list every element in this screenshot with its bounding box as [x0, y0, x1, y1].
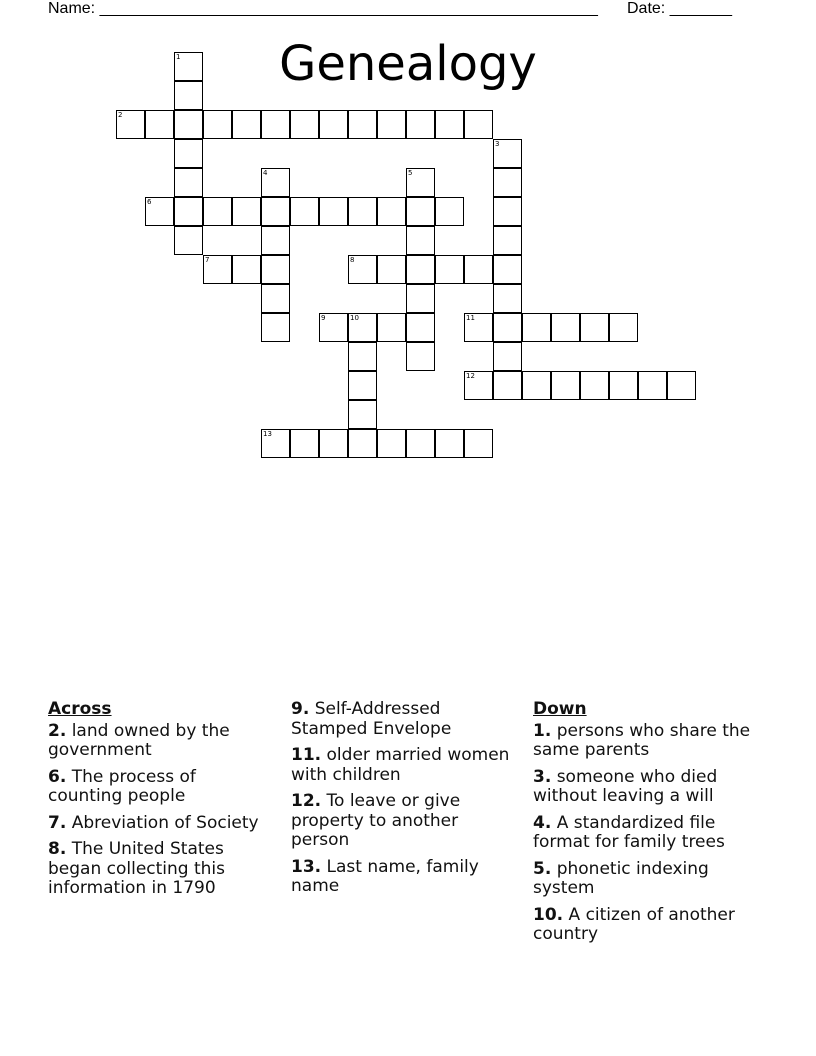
crossword-cell[interactable]	[493, 313, 522, 342]
crossword-cell[interactable]	[116, 110, 145, 139]
crossword-cell[interactable]	[145, 110, 174, 139]
across-clue	[48, 814, 273, 834]
crossword-cell[interactable]	[406, 168, 435, 197]
crossword-cell[interactable]	[232, 110, 261, 139]
crossword-cell[interactable]	[377, 255, 406, 284]
crossword-cell[interactable]	[348, 342, 377, 371]
crossword-cell[interactable]	[348, 429, 377, 458]
crossword-cell[interactable]	[319, 197, 348, 226]
crossword-cell[interactable]	[261, 168, 290, 197]
clue-text: A standardized file format for family trees	[533, 812, 725, 852]
cell-number: 5	[408, 169, 413, 177]
cell-number: 3	[495, 140, 500, 148]
crossword-cell[interactable]	[232, 197, 261, 226]
clue-number: 12.	[291, 791, 322, 811]
crossword-cell[interactable]	[261, 313, 290, 342]
crossword-cell[interactable]	[493, 342, 522, 371]
clues-column-2	[291, 700, 516, 904]
crossword-cell[interactable]	[580, 371, 609, 400]
crossword-cell[interactable]	[580, 313, 609, 342]
cell-number: 9	[321, 314, 326, 322]
across-clue	[291, 858, 516, 897]
clue-number: 13.	[291, 856, 322, 877]
across-heading: Across	[48, 699, 112, 719]
crossword-cell[interactable]	[348, 197, 377, 226]
down-clue	[533, 860, 758, 899]
clue-text: older married women with children	[291, 745, 510, 785]
crossword-cell[interactable]	[174, 81, 203, 110]
crossword-cell[interactable]	[406, 226, 435, 255]
crossword-cell[interactable]	[377, 110, 406, 139]
clue-text: someone who died without leaving a will	[533, 766, 718, 806]
crossword-cell[interactable]	[174, 139, 203, 168]
crossword-cell[interactable]	[609, 371, 638, 400]
crossword-cell[interactable]	[493, 255, 522, 284]
cell-number: 10	[350, 314, 359, 322]
clue-text: land owned by the government	[48, 720, 230, 760]
clue-text: To leave or give property to another person	[291, 791, 461, 850]
crossword-cell[interactable]	[406, 313, 435, 342]
clue-text: persons who share the same parents	[533, 720, 751, 760]
clue-number: 3.	[533, 766, 552, 787]
clue-number: 2.	[48, 720, 67, 741]
cell-number: 12	[466, 372, 475, 380]
crossword-cell[interactable]	[377, 197, 406, 226]
crossword-cell[interactable]	[174, 110, 203, 139]
crossword-cell[interactable]	[493, 197, 522, 226]
across-clue	[48, 722, 273, 761]
clue-text: phonetic indexing system	[533, 858, 709, 898]
crossword-cell[interactable]	[609, 313, 638, 342]
down-clue	[533, 768, 758, 807]
clue-number: 4.	[533, 812, 552, 833]
cell-number: 13	[263, 430, 272, 438]
crossword-cell[interactable]	[464, 110, 493, 139]
crossword-cell[interactable]	[261, 197, 290, 226]
crossword-cell[interactable]	[348, 110, 377, 139]
crossword-cell[interactable]	[174, 168, 203, 197]
crossword-cell[interactable]	[348, 371, 377, 400]
down-clue	[533, 814, 758, 853]
crossword-cell[interactable]	[667, 371, 696, 400]
clue-number: 11.	[291, 745, 322, 765]
crossword-cell[interactable]	[174, 226, 203, 255]
clue-number: 8.	[48, 839, 67, 859]
crossword-cell[interactable]	[261, 226, 290, 255]
cell-number: 4	[263, 169, 268, 177]
crossword-cell[interactable]	[493, 168, 522, 197]
crossword-cell[interactable]	[638, 371, 667, 400]
across-clue	[291, 746, 516, 785]
crossword-cell[interactable]	[464, 313, 493, 342]
clue-number: 10.	[533, 904, 564, 925]
clue-text: Last name, family name	[291, 856, 479, 896]
clue-number: 7.	[48, 812, 67, 833]
crossword-cell[interactable]	[522, 313, 551, 342]
crossword-cell[interactable]	[348, 255, 377, 284]
crossword-cell[interactable]	[435, 255, 464, 284]
crossword-cell[interactable]	[174, 52, 203, 81]
crossword-cell[interactable]	[406, 342, 435, 371]
crossword-cell[interactable]	[435, 197, 464, 226]
crossword-cell[interactable]	[406, 110, 435, 139]
across-clue	[48, 768, 273, 807]
crossword-cell[interactable]	[464, 371, 493, 400]
crossword-cell[interactable]	[493, 371, 522, 400]
crossword-cell[interactable]	[406, 255, 435, 284]
clue-text: A citizen of another country	[533, 904, 735, 944]
crossword-cell[interactable]	[348, 313, 377, 342]
clue-text: Abreviation of Society	[71, 812, 259, 833]
clue-text: The process of counting people	[48, 766, 196, 806]
crossword-cell[interactable]	[203, 197, 232, 226]
crossword-cell[interactable]	[261, 429, 290, 458]
cell-number: 7	[205, 256, 210, 264]
crossword-cell[interactable]	[261, 255, 290, 284]
across-clue	[48, 840, 273, 899]
down-clue	[533, 906, 758, 945]
clue-number: 6.	[48, 766, 67, 787]
crossword-cell[interactable]	[464, 429, 493, 458]
crossword-cell[interactable]	[435, 429, 464, 458]
clues-column-3	[533, 700, 758, 952]
crossword-cell[interactable]	[464, 255, 493, 284]
cell-number: 2	[118, 111, 123, 119]
crossword-cell[interactable]	[290, 197, 319, 226]
clue-number: 5.	[533, 858, 552, 879]
crossword-cell[interactable]	[203, 255, 232, 284]
crossword-cell[interactable]	[406, 197, 435, 226]
crossword-cell[interactable]	[435, 110, 464, 139]
crossword-cell[interactable]	[319, 110, 348, 139]
clue-text: Self-Addressed Stamped Envelope	[291, 699, 452, 739]
crossword-cell[interactable]	[203, 110, 232, 139]
crossword-cell[interactable]	[319, 429, 348, 458]
crossword-cell[interactable]	[406, 284, 435, 313]
crossword-cell[interactable]	[377, 313, 406, 342]
crossword-cell[interactable]	[261, 110, 290, 139]
crossword-cell[interactable]	[493, 284, 522, 313]
crossword-cell[interactable]	[493, 226, 522, 255]
down-heading: Down	[533, 699, 587, 719]
crossword-cell[interactable]	[551, 371, 580, 400]
crossword-cell[interactable]	[319, 313, 348, 342]
crossword-cell[interactable]	[551, 313, 580, 342]
name-field[interactable]: Name: ________________________________________________________	[48, 0, 598, 17]
crossword-cell[interactable]	[522, 371, 551, 400]
clue-text: The United States began collecting this information in 1790	[48, 839, 226, 898]
date-field[interactable]: Date: _______	[627, 0, 732, 17]
clue-number: 9.	[291, 699, 310, 719]
down-clue	[533, 722, 758, 761]
crossword-cell[interactable]	[290, 429, 319, 458]
crossword-cell[interactable]	[348, 400, 377, 429]
cell-number: 1	[176, 53, 181, 61]
crossword-cell[interactable]	[290, 110, 319, 139]
across-clue	[291, 700, 516, 739]
crossword-cell[interactable]	[377, 429, 406, 458]
crossword-cell[interactable]	[145, 197, 174, 226]
cell-number: 11	[466, 314, 475, 322]
across-clue	[291, 792, 516, 851]
cell-number: 6	[147, 198, 152, 206]
crossword-cell[interactable]	[493, 139, 522, 168]
crossword-cell[interactable]	[261, 284, 290, 313]
crossword-cell[interactable]	[174, 197, 203, 226]
cell-number: 8	[350, 256, 355, 264]
crossword-cell[interactable]	[406, 429, 435, 458]
page-title: Genealogy	[279, 36, 537, 92]
crossword-cell[interactable]	[232, 255, 261, 284]
clues-column-1	[48, 700, 273, 906]
clue-number: 1.	[533, 720, 552, 741]
